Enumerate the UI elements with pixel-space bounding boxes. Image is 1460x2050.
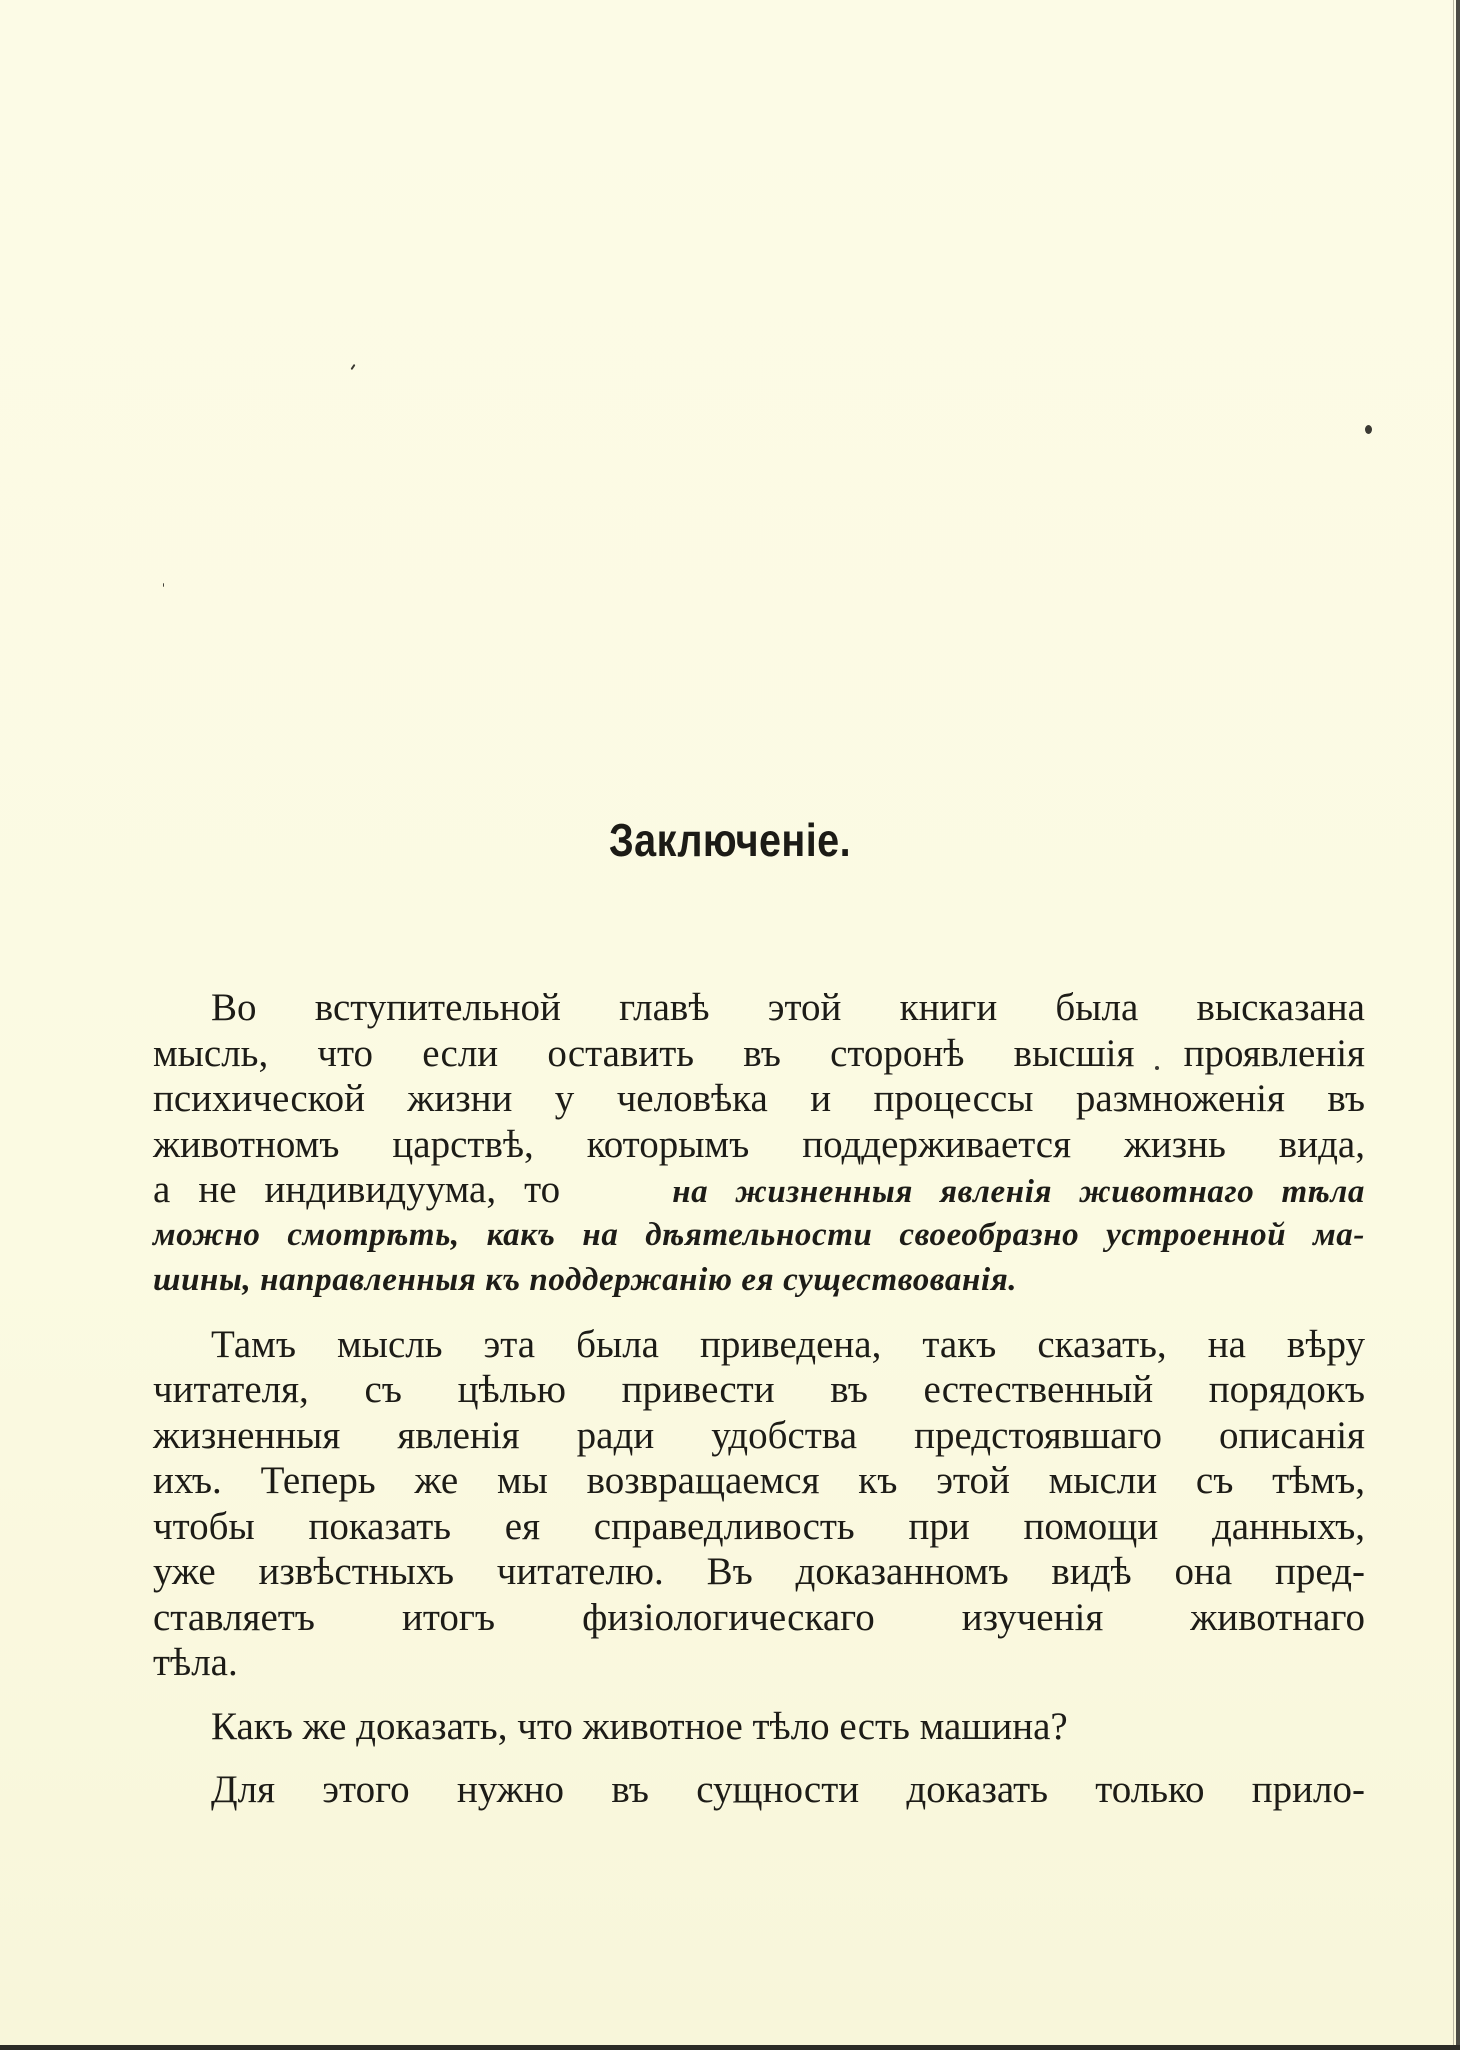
ink-speck <box>1365 425 1372 434</box>
paragraph-gap <box>153 1304 1365 1322</box>
page-edge-right <box>1456 0 1460 2050</box>
text-line: тѣла. <box>153 1641 238 1684</box>
text-line: Какъ же доказать, что животное тѣло есть машина? <box>211 1704 1068 1748</box>
body-text <box>153 985 1365 1813</box>
text-line: Тамъ мысль эта была приведена, такъ сказать, на вѣру <box>211 1322 1365 1366</box>
text-line: ставляетъ итогъ физiологическаго изученiя животнаго <box>153 1595 1365 1639</box>
text-line: Для этого нужно въ сущности доказать только прило- <box>211 1768 1365 1811</box>
text-line: чтобы показать ея справедливость при помощи данныхъ, <box>153 1504 1365 1548</box>
text-line-mixed <box>153 1167 1365 1213</box>
text-line: ихъ. Теперь же мы возвращаемся къ этой мысли съ тѣмъ, <box>153 1459 1365 1502</box>
text-line: уже извѣстныхъ читателю. Въ доказанномъ видѣ она пред- <box>153 1550 1365 1593</box>
text-line: животномъ царствѣ, которымъ поддерживается жизнь вида, <box>153 1122 1365 1166</box>
text-line: жизненныя явленiя ради удобства предстоявшаго описанiя <box>153 1413 1365 1457</box>
page-edge-bottom <box>0 2045 1460 2050</box>
text-line: Во вступительной главѣ этой книги была высказана <box>211 986 1365 1029</box>
ink-speck <box>350 364 355 370</box>
text-line: мысль, что если оставить въ сторонѣ высшiя проявленiя <box>153 1031 1365 1075</box>
page-edge-line <box>1453 0 1454 2050</box>
italic-line: шины, направленныя къ поддержанiю ея существованiя. <box>153 1262 1018 1298</box>
paragraph-gap <box>153 1749 1365 1767</box>
text-line: читателя, съ цѣлью привести въ естественный порядокъ <box>153 1368 1365 1411</box>
text-line: психической жизни у человѣка и процессы размноженiя въ <box>153 1077 1365 1120</box>
text-segment: а не индивидуума, то <box>153 1168 561 1211</box>
italic-line: можно смотрѣть, какъ на дѣятельности своеобразно устроенной ма- <box>153 1216 1365 1253</box>
chapter-title: Заключенiе. <box>608 814 852 866</box>
italic-segment: на жизненныя явленiя животнаго тѣла <box>672 1174 1365 1210</box>
ink-speck <box>163 583 164 587</box>
paragraph-gap <box>153 1686 1365 1704</box>
